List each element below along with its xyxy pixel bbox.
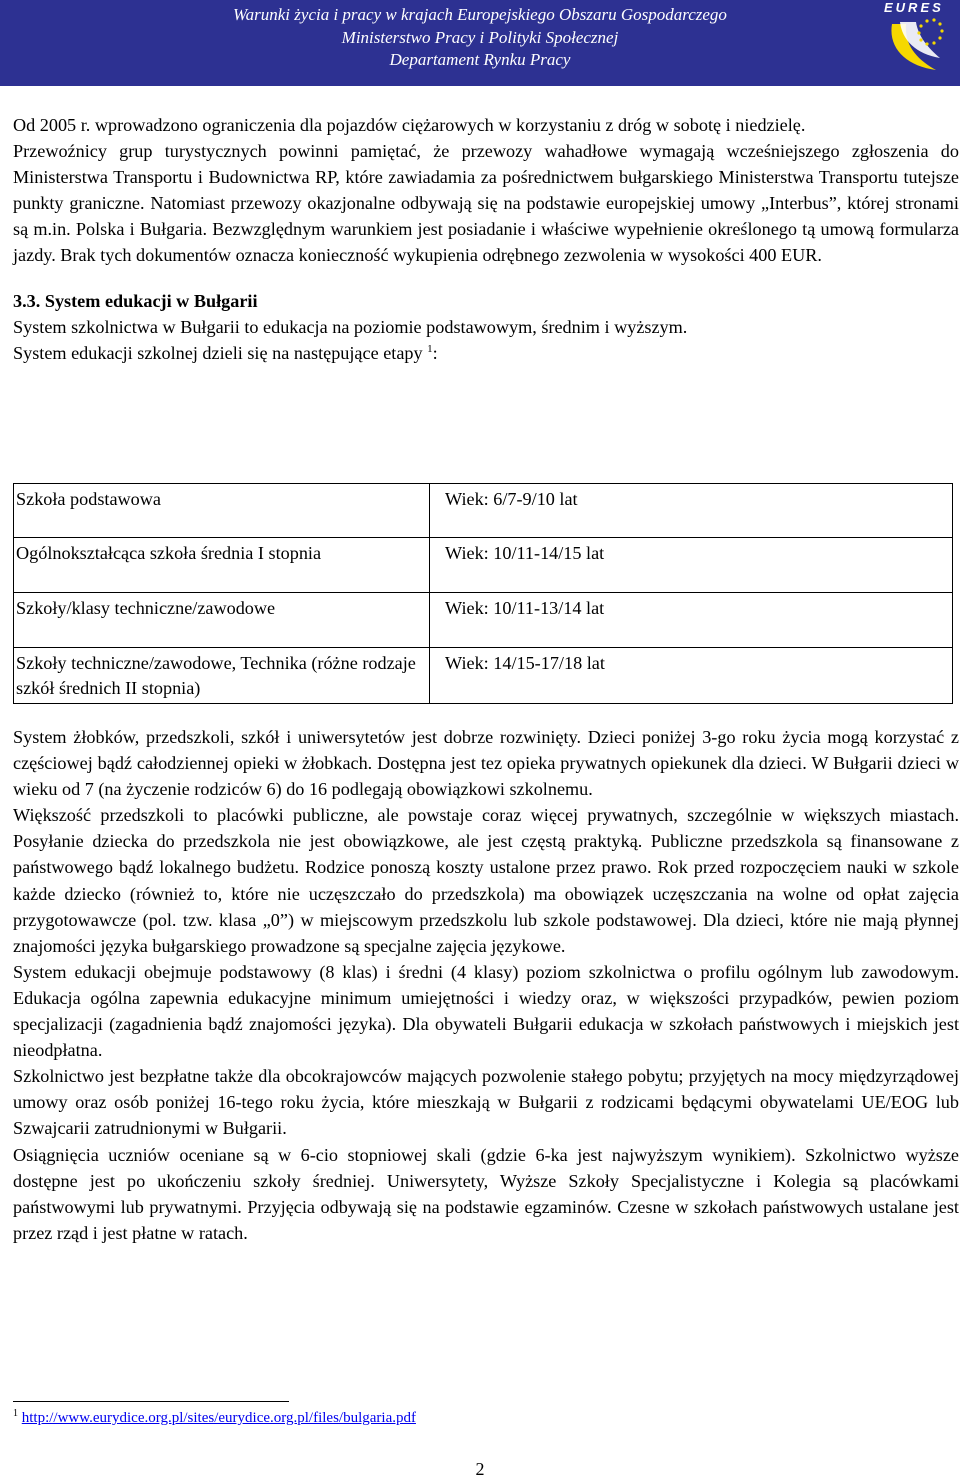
age-range-cell: Wiek: 14/15-17/18 lat xyxy=(430,648,953,704)
footnote-divider xyxy=(13,1401,289,1402)
section-intro-line: System szkolnictwa w Bułgarii to edukacja na poziomie podstawowym, średnim i wyższym. xyxy=(13,316,688,337)
document-header xyxy=(0,4,960,72)
paragraph-grading-higher-ed: Osiągnięcia uczniów oceniane są w 6-cio stopniowej skali (gdzie 6-ka jest najwyższym wynikiem). Szkolnictwo wyższe dostępne jest po ukończeniu szkoły średniej. Uniwersytety, Wyższe Szkoły Specjalistyczne i Kolegia są placówkami państwowymi lub prywatnymi. Przyjęcia odbywają się na podstawie egzaminów. Czesne w szkołach państwowych ustalane jest przez rząd i jest płatne w ratach. xyxy=(13,1144,959,1243)
table-row xyxy=(14,538,953,593)
paragraph-nurseries: System żłobków, przedszkoli, szkół i uniwersytetów jest dobrze rozwinięty. Dzieci poniżej 3-go roku życia mogą korzystać z częściowej bądź całodziennej opieki w żłobkach. Dostępna jest tez opieka prywatnych opiekunek dla dzieci. W Bułgarii dzieci w wieku od 7 (na życzenie rodziców 6) do 16 podlegają obowiązkowi szkolnemu. xyxy=(13,727,959,800)
paragraph-free-education: Szkolnictwo jest bezpłatne także dla obcokrajowców mających pozwolenie stałego pobytu; przyjętych na mocy międzyrządowej umowy oraz osób poniżej 16-tego roku życia, które mieszkają w Bułgarii z rodzicami będącymi obywatelami UE/EOG lub Szwajcarii zatrudnionymi w Bułgarii. xyxy=(13,1066,959,1139)
main-content xyxy=(13,112,959,366)
eures-logo xyxy=(878,0,948,80)
stages-colon: : xyxy=(432,342,438,363)
school-type-cell: Szkoły techniczne/zawodowe, Technika (różne rodzaje szkół średnich II stopnia) xyxy=(14,648,430,704)
footnote-reference[interactable]: 1 xyxy=(427,342,433,355)
section-heading: 3.3. System edukacji w Bułgarii xyxy=(13,290,258,311)
paragraph-preschools: Większość przedszkoli to placówki publiczne, ale powstaje coraz więcej prywatnych, szczególnie w większych miastach. Posyłanie dziecka do przedszkola nie jest obowiązkowe, ale jest częstą praktyką. Publiczne przedszkola są finansowane z państwowego bądź lokalnego budżetu. Rodzice ponoszą koszty ustalone przez prawo. Rok przed rozpoczęciem nauki w szkole każde dziecko (również to, które nie uczęszczało do przedszkola) ma obowiązek uczęszczania na wolne od opłat zajęcia przygotowawcze (pol. tzw. klasa „0”) w miejscowym przedszkolu lub szkole podstawowej. Dla dzieci, które nie mają płynnej znajomości języka bułgarskiego prowadzone są specjalne zajęcia językowe. xyxy=(13,805,959,956)
age-range-cell: Wiek: 6/7-9/10 lat xyxy=(430,484,953,538)
age-range-cell: Wiek: 10/11-13/14 lat xyxy=(430,593,953,648)
education-stages-table xyxy=(13,483,953,704)
age-range-cell: Wiek: 10/11-14/15 lat xyxy=(430,538,953,593)
stages-text: System edukacji szkolnej dzieli się na następujące etapy xyxy=(13,342,423,363)
page-number: 2 xyxy=(475,1459,485,1479)
header-line-3: Departament Rynku Pracy xyxy=(389,50,571,69)
paragraph-truck-restrictions: Od 2005 r. wprowadzono ograniczenia dla pojazdów ciężarowych w korzystaniu z dróg w sobotę i niedzielę. xyxy=(13,115,806,135)
school-type-cell: Szkoła podstawowa xyxy=(14,484,430,538)
header-line-1: Warunki życia i pracy w krajach Europejskiego Obszaru Gospodarczego xyxy=(233,5,727,24)
footnote-link[interactable]: http://www.eurydice.org.pl/sites/eurydice.org.pl/files/bulgaria.pdf xyxy=(21,1410,416,1426)
table-row xyxy=(14,484,953,538)
paragraph-education-system: System edukacji obejmuje podstawowy (8 klas) i średni (4 klasy) poziom szkolnictwa o profilu ogólnym lub zawodowym. Edukacja ogólna zapewnia edukacyjne minimum umiejętności i wiedzy oraz, w większości przypadków, pewien poziom specjalizacji (zagadnienia bądź znajomości języka). Dla obywateli Bułgarii edukacja w szkołach państwowych i miejskich jest nieodpłatna. xyxy=(13,961,959,1061)
section-stages-line xyxy=(13,340,959,366)
header-line-2: Ministerstwo Pracy i Polityki Społecznej xyxy=(341,27,619,47)
footnote xyxy=(13,1408,416,1428)
eures-logo-text: EURES xyxy=(884,0,944,15)
paragraph-tourist-carriers: Przewoźnicy grup turystycznych powinni pamiętać, że przewozy wahadłowe wymagają wcześniejszego zgłoszenia do Ministerstwa Transportu i Budownictwa RP, które zawiadamia za pośrednictwem bułgarskiego Ministerstwa Transportu tutejsze punkty graniczne. Natomiast przewozy okazjonalne odbywają się na podstawie europejskiej umowy „Interbus”, której stronami są m.in. Polska i Bułgaria. Bezwzględnym warunkiem jest posiadanie i właściwe wypełnienie określonego tą umową formularza jazdy. Brak tych dokumentów oznacza konieczność wykupienia odrębnego zezwolenia w wysokości 400 EUR. xyxy=(13,141,959,266)
table-row xyxy=(14,593,953,648)
body-text xyxy=(13,724,959,1246)
school-type-cell: Ogólnokształcąca szkoła średnia I stopnia xyxy=(14,538,430,593)
footnote-number: 1 xyxy=(13,1408,18,1419)
table-row xyxy=(14,648,953,704)
school-type-cell: Szkoły/klasy techniczne/zawodowe xyxy=(14,593,430,648)
